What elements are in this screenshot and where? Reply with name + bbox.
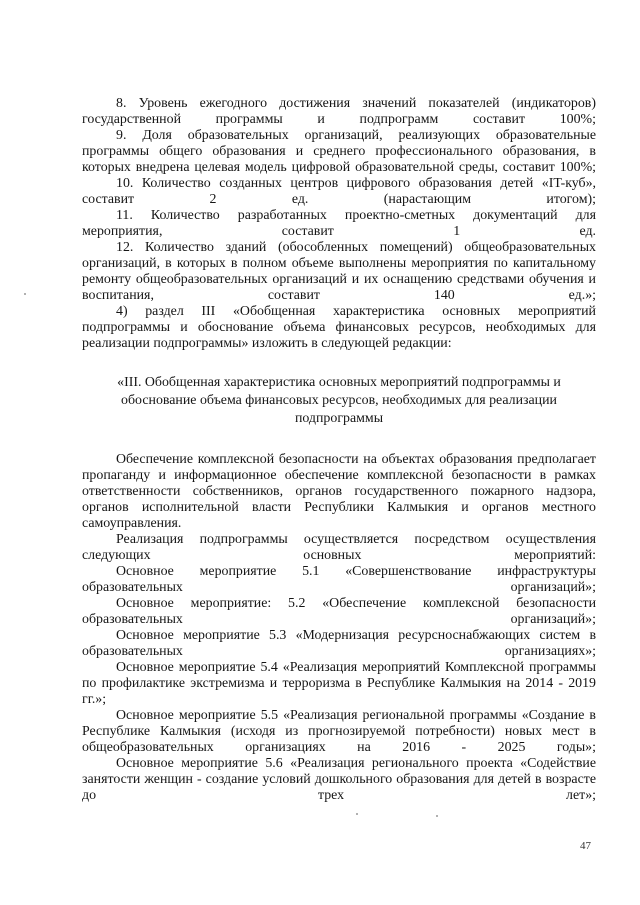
paragraph-measure-5-5: Основное мероприятие 5.5 «Реализация региональной программы «Создание в Республике Калмыкия (исходя из прогнозируемой потребности) новых мест в общеобразовательных организациях на 2016 - 2025 годы»; bbox=[82, 708, 596, 755]
paragraph-measure-5-3: Основное мероприятие 5.3 «Модернизация ресурсноснабжающих систем в образовательных организациях»; bbox=[82, 628, 596, 659]
document-body bbox=[82, 96, 596, 804]
paragraph-item-10: 10. Количество созданных центров цифрового образования детей «IT-куб», составит 2 ед. (нарастающим итогом); bbox=[82, 176, 596, 207]
paragraph-measure-5-4: Основное мероприятие 5.4 «Реализация мероприятий Комплексной программы по профилактике экстремизма и терроризма в Республике Калмыкия на 2014 - 2019 гг.»; bbox=[82, 660, 596, 707]
paragraph-item-12: 12. Количество зданий (обособленных помещений) общеобразовательных организаций, в которых в полном объеме выполнены мероприятия по капитальному ремонту общеобразовательных организаций и их оснащению средствами обучения и воспитания, составит 140 ед.»; bbox=[82, 240, 596, 303]
paragraph-measure-5-2: Основное мероприятие: 5.2 «Обеспечение комплексной безопасности образовательных организаций»; bbox=[82, 596, 596, 627]
paragraph-measure-5-1: Основное мероприятие 5.1 «Совершенствование инфраструктуры образовательных организаций»; bbox=[82, 564, 596, 595]
paragraph-section-amendment: 4) раздел III «Обобщенная характеристика основных мероприятий подпрограммы и обоснование объема финансовых ресурсов, необходимых для реализации подпрограммы» изложить в следующей редакции: bbox=[82, 304, 596, 351]
paragraph-item-8: 8. Уровень ежегодного достижения значений показателей (индикаторов) государственной программы и подпрограмм составит 100%; bbox=[82, 96, 596, 127]
paragraph-item-11: 11. Количество разработанных проектно-сметных документаций для мероприятия, составит 1 ед. bbox=[82, 208, 596, 239]
scan-speck bbox=[436, 815, 438, 817]
page-number: 47 bbox=[580, 840, 591, 852]
paragraph-item-9: 9. Доля образовательных организаций, реализующих образовательные программы общего образования и среднего профессионального образования, в которых внедрена целевая модель цифровой образовательной среды, составит 100%; bbox=[82, 128, 596, 175]
paragraph-security-intro: Обеспечение комплексной безопасности на объектах образования предполагает пропаганду и информационное обеспечение комплексной безопасности в рамках ответственности собственников, органов государственного пожарного надзора, органов исполнительной власти Республики Калмыкия и органов местного самоуправления. bbox=[82, 452, 596, 531]
scan-speck bbox=[24, 293, 26, 295]
section-heading: «III. Обобщенная характеристика основных мероприятий подпрограммы и обоснование объема финансовых ресурсов, необходимых для реализации подпрограммы bbox=[117, 375, 561, 426]
paragraph-implementation: Реализация подпрограммы осуществляется посредством осуществления следующих основных мероприятий: bbox=[82, 532, 596, 563]
paragraph-measure-5-6: Основное мероприятие 5.6 «Реализация регионального проекта «Содействие занятости женщин - создание условий дошкольного образования для детей в возрасте до трех лет»; bbox=[82, 756, 596, 803]
scan-speck bbox=[356, 813, 358, 815]
